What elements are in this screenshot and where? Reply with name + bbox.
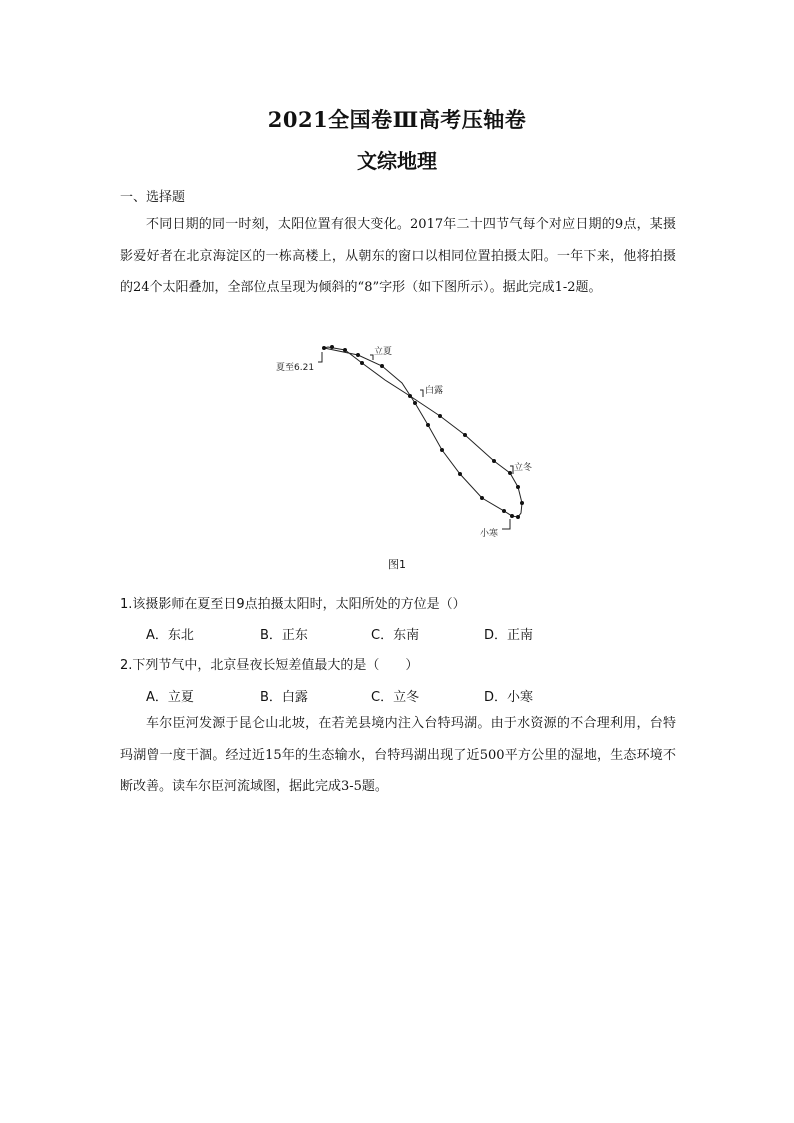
question-2-option-c: C．立冬: [371, 690, 420, 705]
question-1-stem: 1.该摄影师在夏至日9点拍摄太阳时，太阳所处的方位是（）: [120, 597, 466, 612]
question-2-option-a: A．立夏: [146, 690, 194, 705]
subject-title: 文综地理: [357, 149, 437, 173]
figure-caption: 图1: [388, 558, 406, 571]
label-lidong: 立冬: [514, 463, 533, 473]
label-xiazhi: 夏至6.21: [276, 363, 315, 373]
passage-1: 不同日期的同一时刻，太阳位置有很大变化。2017年二十四节气每个对应日期的9点，某摄影爱好者在北京海淀区的一栋高楼上，从朝东的窗口以相同位置拍摄太阳。一年下来，他将拍摄的24个太阳叠加，全部位点呈现为倾斜的“8”字形（如下图所示）。据此完成1-2题。: [120, 217, 676, 295]
label-leaders: [318, 352, 513, 529]
label-xiaohan: 小寒: [480, 529, 499, 539]
label-lixia: 立夏: [374, 347, 393, 357]
question-1-option-d: D．正南: [484, 628, 534, 643]
question-1-option-a: A．东北: [146, 628, 194, 643]
section-heading: 一、选择题: [120, 190, 186, 205]
exam-title: 2021全国卷Ⅲ高考压轴卷: [267, 107, 527, 132]
analemma-curve: [324, 347, 522, 517]
label-bailu: 白露: [425, 386, 444, 396]
question-1-option-c: C．东南: [371, 628, 420, 643]
question-2-option-b: B．白露: [260, 690, 308, 705]
question-2-option-d: D．小寒: [484, 690, 534, 705]
passage-2: 车尔臣河发源于昆仑山北坡，在若羌县境内注入台特玛湖。由于水资源的不合理利用，台特玛湖曾一度干涸。经过近15年的生态输水，台特玛湖出现了近500平方公里的湿地，生态环境不断改善。读车尔臣河流域图，据此完成3-5题。: [120, 716, 676, 794]
question-1-option-b: B．正东: [260, 628, 308, 643]
analemma-figure: [270, 335, 540, 550]
question-2-stem: 2.下列节气中，北京昼夜长短差值最大的是（ ）: [120, 658, 419, 673]
analemma-points: [322, 345, 524, 519]
